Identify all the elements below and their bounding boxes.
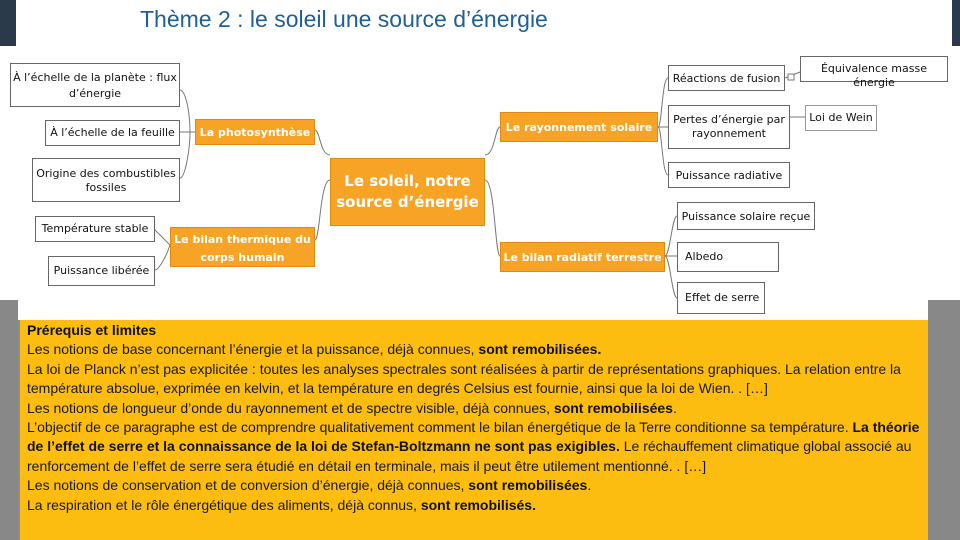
pertes-line-2: rayonnement bbox=[692, 127, 766, 140]
node-pertes-energie bbox=[668, 105, 790, 149]
echelle-planete-line-2: d’énergie bbox=[68, 87, 122, 100]
notes-paragraph-4 bbox=[27, 418, 920, 476]
mindmap bbox=[0, 50, 960, 320]
center-line-2: source d’énergie bbox=[336, 193, 479, 211]
left-accent-bar bbox=[0, 0, 16, 46]
p6-text: La respiration et le rôle énergétique des aliments, déjà connus, bbox=[27, 496, 421, 513]
p1-text: Les notions de base concernant l’énergie et la puissance, déjà connues, bbox=[27, 341, 479, 358]
node-echelle-planete bbox=[10, 63, 180, 107]
notes-paragraph-5 bbox=[27, 476, 920, 495]
node-bilan-thermique bbox=[170, 227, 315, 267]
bilan-thermique-line-1: Le bilan thermique du bbox=[174, 233, 311, 246]
right-accent-bar bbox=[952, 0, 960, 46]
prerequisites-notes bbox=[20, 320, 928, 540]
p3-text: Les notions de longueur d’onde du rayonnement et de spectre visible, déjà connues, bbox=[27, 399, 554, 416]
node-bilan-radiatif: Le bilan radiatif terrestre bbox=[500, 242, 665, 272]
bilan-thermique-line-2: corps humain bbox=[200, 251, 285, 264]
node-effet-serre: Effet de serre bbox=[677, 282, 765, 314]
node-loi-wein: Loi de Wein bbox=[805, 105, 877, 131]
node-photosynthese: La photosynthèse bbox=[195, 119, 315, 145]
node-rayonnement-solaire: Le rayonnement solaire bbox=[500, 112, 658, 142]
node-puissance-liberee: Puissance libérée bbox=[48, 256, 155, 286]
p4-bold: La théorie de l’effet de serre et la connaissance de la loi de Stefan-Boltzmann ne sont pas exigibles. bbox=[27, 419, 920, 455]
notes-paragraph-6 bbox=[27, 496, 920, 515]
p5-bold: sont remobilisées bbox=[468, 477, 588, 494]
p5-text: Les notions de conservation et de conversion d’énergie, déjà connues, bbox=[27, 477, 469, 494]
node-reactions-fusion: Réactions de fusion bbox=[668, 65, 785, 91]
node-puissance-radiative: Puissance radiative bbox=[668, 162, 790, 188]
origine-line-1: Origine des combustibles bbox=[36, 167, 176, 180]
p5-end: . bbox=[587, 477, 592, 494]
node-echelle-feuille: À l’échelle de la feuille bbox=[45, 120, 180, 146]
p4-end: Le réchauffement climatique global associé au renforcement de l’effet de serre sera étudié en détail en terminale, mais il peut être utilement mentionné. . […] bbox=[27, 438, 912, 474]
node-puissance-solaire-recue: Puissance solaire reçue bbox=[677, 202, 815, 230]
notes-heading: Prérequis et limites bbox=[27, 322, 157, 338]
p3-bold: sont remobilisées bbox=[553, 399, 673, 416]
p1-bold: sont remobilisées. bbox=[478, 341, 602, 358]
mindmap-center-node bbox=[330, 158, 485, 226]
center-line-1: Le soleil, notre bbox=[344, 172, 471, 190]
gray-side-right bbox=[928, 300, 960, 540]
node-temperature-stable: Température stable bbox=[35, 216, 155, 242]
node-equivalence-masse-energie: Équivalence masse énergie bbox=[800, 56, 948, 82]
origine-line-2: fossiles bbox=[85, 181, 127, 194]
p4-text: L’objectif de ce paragraphe est de comprendre qualitativement comment le bilan énergétique de la Terre conditionne sa température. bbox=[27, 419, 853, 436]
node-origine-combustibles bbox=[32, 158, 180, 202]
node-albedo: Albedo bbox=[677, 242, 779, 272]
slide-title: Thème 2 : le soleil une source d’énergie bbox=[140, 6, 548, 32]
pertes-line-1: Pertes d’énergie par bbox=[673, 113, 785, 126]
notes-paragraph-1 bbox=[27, 340, 920, 359]
notes-paragraph-2: La loi de Planck n’est pas explicitée : toutes les analyses spectrales sont réalisées à partir de représentations graphiques. La relation entre la température absolue, exprimée en kelvin, et la température en degrés Celsius est fournie, ainsi que la loi de Wien. . […] bbox=[27, 360, 901, 397]
echelle-planete-line-1: À l’échelle de la planète : flux bbox=[13, 71, 177, 84]
p6-bold: sont remobilisés. bbox=[420, 496, 536, 513]
p3-end: . bbox=[672, 399, 677, 416]
gray-side-left bbox=[0, 300, 18, 540]
notes-paragraph-3 bbox=[27, 399, 920, 418]
